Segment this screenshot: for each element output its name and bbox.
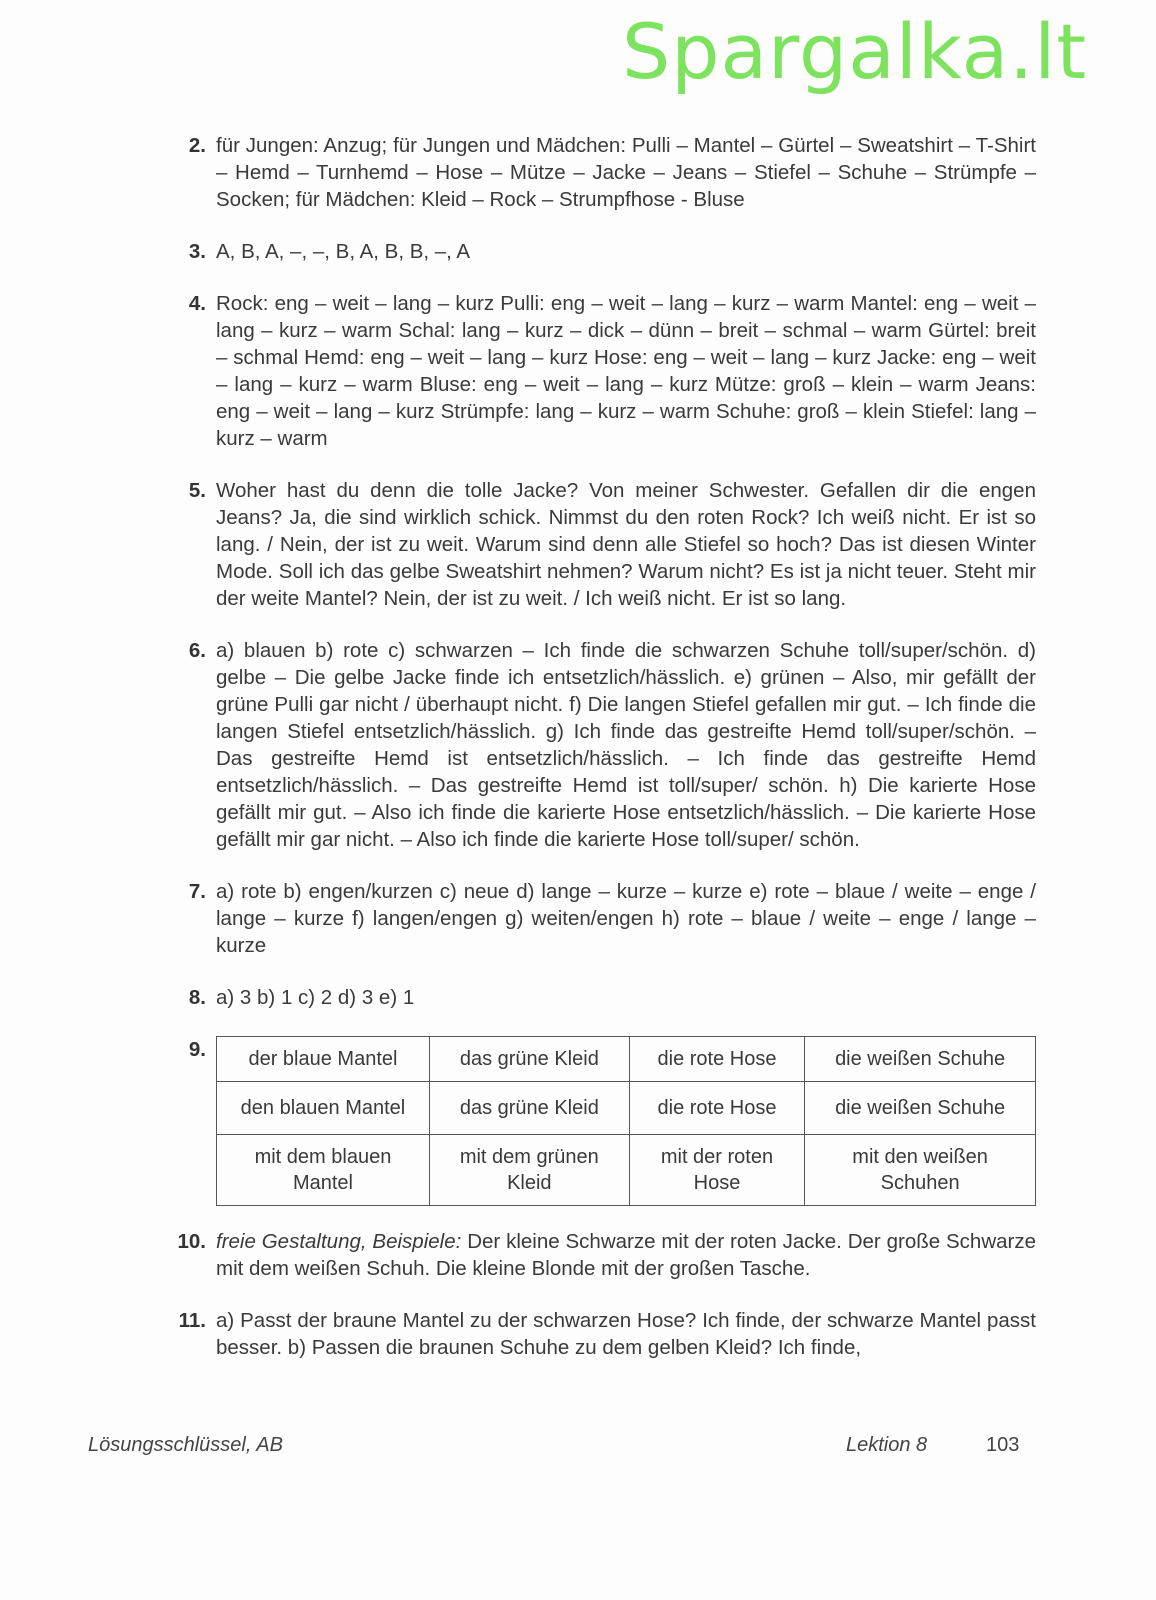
page-number: 103: [986, 1434, 1020, 1456]
item-text: A, B, A, –, –, B, A, B, B, –, A: [216, 240, 471, 263]
item-number: 10.: [177, 1230, 206, 1253]
answer-list: [176, 132, 1036, 1011]
item-number: 3.: [188, 240, 206, 263]
table-cell: mit den weißen Schuhen: [805, 1135, 1036, 1206]
item-number: 4.: [188, 292, 206, 315]
table-row: [217, 1037, 1036, 1082]
answer-item-9: [176, 1036, 1036, 1206]
table-row: [217, 1135, 1036, 1206]
item-number: 5.: [188, 479, 206, 502]
table-row: [217, 1082, 1036, 1135]
answer-item: [176, 477, 1036, 612]
table-cell: das grüne Kleid: [429, 1037, 629, 1082]
table-cell: die rote Hose: [629, 1037, 805, 1082]
answer-item: [176, 238, 1036, 265]
table-cell: die weißen Schuhe: [805, 1037, 1036, 1082]
item-number: 7.: [188, 880, 206, 903]
table-cell: die weißen Schuhe: [805, 1082, 1036, 1135]
item-text: Woher hast du denn die tolle Jacke? Von meiner Schwester. Gefallen dir die engen Jeans? Ja, die sind wirklich schick. Nimmst du den roten Rock? Ich weiß nicht. Er ist so lang. / Nein, der ist zu weit. Warum sind denn alle Stiefel so hoch? Das ist diesen Winter Mode. Soll ich das gelbe Sweatshirt nehmen? Warum nicht? Es ist ja nicht teuer. Steht mir der weite Mantel? Nein, der ist zu weit. / Ich weiß nicht. Er ist so lang.: [216, 479, 1036, 610]
item-text: für Jungen: Anzug; für Jungen und Mädchen: Pulli – Mantel – Gürtel – Sweatshirt – T-Shirt – Hemd – Turnhemd – Hose – Mütze – Jacke – Jeans – Stiefel – Schuhe – Strümpfe – Socken; für Mädchen: Kleid – Rock – Strumpfhose - Bluse: [216, 134, 1036, 211]
table-cell: mit der roten Hose: [629, 1135, 805, 1206]
answer-item: [176, 290, 1036, 452]
table-cell: das grüne Kleid: [429, 1082, 629, 1135]
table-cell: der blaue Mantel: [217, 1037, 430, 1082]
table-cell: den blauen Mantel: [217, 1082, 430, 1135]
item-text: a) 3 b) 1 c) 2 d) 3 e) 1: [216, 986, 415, 1009]
item-text: a) blauen b) rote c) schwarzen – Ich finde die schwarzen Schuhe toll/super/schön. d) gelbe – Die gelbe Jacke finde ich entsetzlich/hässlich. e) grünen – Also, mir gefällt der grüne Pulli gar nicht / überhaupt nicht. f) Die langen Stiefel gefallen mir gut. – Ich finde die langen Stiefel entsetzlich/hässlich. g) Ich finde das gestreifte Hemd toll/super/schön. – Das gestreifte Hemd ist entsetzlich/hässlich. – Ich finde das gestreifte Hemd entsetzlich/hässlich. – Das gestreifte Hemd ist toll/super/ schön. h) Die karierte Hose gefällt mir gut. – Also ich finde die karierte Hose entsetzlich/hässlich. – Die karierte Hose gefällt mir gar nicht. – Also ich finde die karierte Hose toll/super/ schön.: [216, 639, 1036, 851]
answer-key-content: [176, 132, 1036, 1386]
answer-item-10: [176, 1228, 1036, 1282]
item-number: 2.: [188, 134, 206, 157]
item-text: a) Passt der braune Mantel zu der schwarzen Hose? Ich finde, der schwarze Mantel passt besser. b) Passen die braunen Schuhe zu dem gelben Kleid? Ich finde,: [216, 1309, 1036, 1359]
item-text: a) rote b) engen/kurzen c) neue d) lange – kurze – kurze e) rote – blaue / weite – enge / lange – kurze f) langen/engen g) weiten/engen h) rote – blaue / weite – enge / lange – kurze: [216, 880, 1036, 957]
declension-table: [216, 1036, 1036, 1206]
item-number: 6.: [188, 639, 206, 662]
item-body: Der kleine Schwarze mit der roten Jacke. Der große Schwarze mit dem weißen Schuh. Die kleine Blonde mit der großen Tasche.: [216, 1230, 1037, 1280]
footer-lesson: Lektion 8: [846, 1434, 928, 1456]
item-lead: freie Gestaltung, Beispiele:: [216, 1230, 462, 1253]
table-cell: mit dem grünen Kleid: [429, 1135, 629, 1206]
table-cell: die rote Hose: [629, 1082, 805, 1135]
footer-title: Lösungsschlüssel, AB: [88, 1434, 283, 1456]
item-number: 9.: [188, 1038, 206, 1061]
item-text: [216, 1228, 1036, 1282]
item-text: Rock: eng – weit – lang – kurz Pulli: eng – weit – lang – kurz – warm Mantel: eng – weit – lang – kurz – warm Schal: lang – kurz – dick – dünn – breit – schmal – warm Gürtel: breit – schmal Hemd: eng – weit – lang – kurz Hose: eng – weit – lang – kurz Jacke: eng – weit – lang – kurz – warm Bluse: eng – weit – lang – kurz Mütze: groß – klein – warm Jeans: eng – weit – lang – kurz Strümpfe: lang – kurz – warm Schuhe: groß – klein Stiefel: lang – kurz – warm: [216, 292, 1036, 450]
table-cell: mit dem blauen Mantel: [217, 1135, 430, 1206]
answer-item: [176, 878, 1036, 959]
item-number: 8.: [188, 986, 206, 1009]
answer-item: [176, 132, 1036, 213]
answer-item-11: [176, 1307, 1036, 1361]
watermark-logo: Spargalka.lt: [622, 7, 1088, 96]
answer-item: [176, 984, 1036, 1011]
item-number: 11.: [178, 1309, 206, 1332]
answer-item: [176, 637, 1036, 853]
